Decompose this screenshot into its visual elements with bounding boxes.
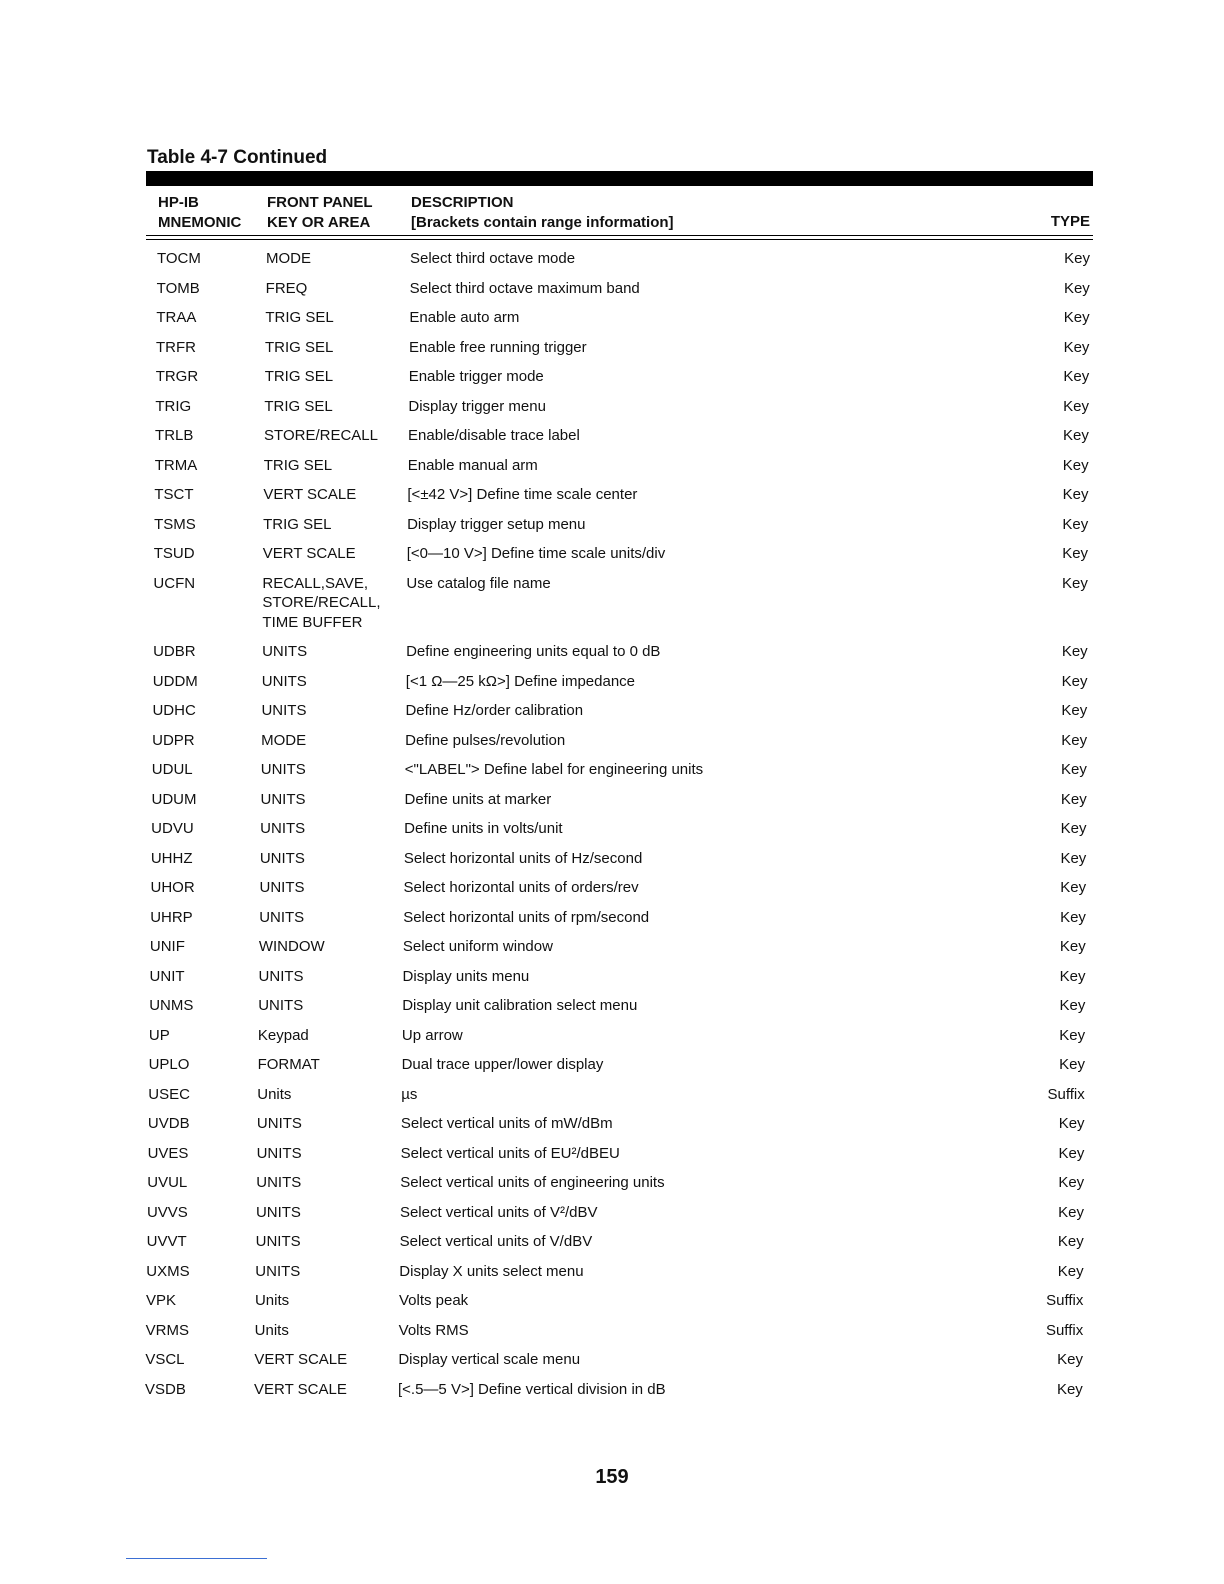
row-panel-line: UNITS (256, 1174, 302, 1191)
row-mnemonic: UDUL (151, 761, 193, 778)
row-description: [<±42 V>] Define time scale center (407, 486, 638, 503)
row-panel (266, 249, 311, 269)
row-mnemonic: TSMS (154, 515, 196, 533)
row-panel-line: MODE (266, 250, 311, 267)
row-type: Key (1058, 1174, 1085, 1191)
row-type: Key (1060, 790, 1087, 808)
row-mnemonic: VRMS (145, 1321, 189, 1339)
row-panel-line: Keypad (257, 1026, 309, 1044)
row-description: Select third octave mode (410, 250, 576, 267)
row-type: Key (1059, 997, 1086, 1014)
row-panel (258, 996, 303, 1016)
row-type: Key (1060, 879, 1087, 896)
row-panel (254, 1380, 347, 1400)
row-panel-line: FORMAT (257, 1056, 320, 1073)
row-type: Key (1063, 309, 1090, 326)
row-panel-line: RECALL,SAVE, (262, 574, 369, 592)
row-description: Dual trace upper/lower display (401, 1056, 604, 1073)
header-panel-line2: KEY OR AREA (267, 214, 371, 231)
row-type: Key (1063, 397, 1090, 415)
row-mnemonic: UHHZ (150, 849, 193, 867)
row-panel (261, 701, 306, 721)
row-panel (257, 1085, 291, 1105)
row-mnemonic: UVUL (147, 1174, 188, 1191)
row-mnemonic: UXMS (146, 1262, 190, 1280)
row-description: [<.5—5 V>] Define vertical division in dB (398, 1380, 666, 1398)
row-panel-line: UNITS (260, 761, 306, 778)
row-panel (265, 308, 333, 328)
row-panel (255, 1291, 289, 1311)
row-panel-line: UNITS (260, 790, 306, 808)
row-description: Select horizontal units of rpm/second (403, 908, 650, 926)
row-type: Key (1056, 1380, 1083, 1398)
row-panel (261, 731, 306, 751)
row-mnemonic: VSCL (145, 1351, 185, 1368)
row-panel-line: UNITS (255, 1203, 301, 1221)
row-mnemonic: TRFR (156, 338, 197, 356)
row-type: Key (1059, 967, 1086, 985)
row-panel (256, 1232, 301, 1252)
row-mnemonic: UHRP (150, 908, 193, 926)
row-description: Define units in volts/unit (404, 820, 563, 837)
row-description: Select vertical units of V²/dBV (399, 1203, 598, 1221)
row-mnemonic: UNIF (149, 938, 185, 955)
row-panel-line: VERT SCALE (254, 1380, 347, 1398)
row-type: Key (1063, 368, 1090, 385)
row-mnemonic: UDBR (153, 643, 196, 660)
header-rule-top (146, 235, 1093, 236)
row-description: Select third octave maximum band (409, 279, 640, 297)
row-panel (256, 1173, 301, 1193)
header-mnemonic-line1: HP-IB (158, 194, 199, 211)
row-type: Key (1064, 250, 1090, 267)
row-mnemonic: TRMA (154, 456, 198, 474)
row-type: Key (1057, 1233, 1084, 1250)
row-type: Suffix (1047, 1085, 1085, 1103)
row-panel (257, 1114, 302, 1134)
row-mnemonic: UDPR (152, 731, 195, 749)
row-description: Display X units select menu (399, 1262, 584, 1280)
row-panel-line: UNITS (258, 967, 304, 985)
row-panel (262, 574, 380, 633)
row-type: Key (1062, 456, 1089, 474)
row-panel (255, 1262, 300, 1282)
row-panel (265, 367, 333, 387)
row-description: Enable trigger mode (408, 368, 544, 385)
row-panel-line: UNITS (259, 879, 305, 896)
row-description: Enable manual arm (407, 456, 538, 474)
row-panel (262, 672, 307, 692)
row-description: Up arrow (401, 1026, 463, 1044)
row-mnemonic: UDUM (151, 790, 197, 808)
row-description: Select uniform window (402, 938, 553, 955)
row-description: [<1 Ω—25 kΩ>] Define impedance (405, 672, 635, 690)
row-description: Volts RMS (398, 1321, 469, 1339)
row-description: Enable free running trigger (409, 338, 587, 356)
row-panel-line: TIME BUFFER (262, 613, 363, 631)
row-mnemonic: UVES (147, 1144, 189, 1162)
row-panel-line: TRIG SEL (265, 338, 334, 356)
row-panel-line: UNITS (255, 1262, 301, 1280)
header-mnemonic (158, 193, 241, 233)
row-mnemonic: VPK (145, 1292, 176, 1309)
row-description: Define Hz/order calibration (405, 702, 584, 719)
row-description: Define engineering units equal to 0 dB (406, 643, 661, 660)
row-panel (263, 544, 356, 564)
row-type: Key (1062, 545, 1089, 562)
row-description: [<0—10 V>] Define time scale units/div (406, 545, 666, 562)
row-panel-line: FREQ (265, 279, 308, 297)
row-mnemonic: UVDB (147, 1115, 190, 1132)
row-mnemonic: UHOR (150, 879, 195, 896)
row-type: Key (1061, 731, 1088, 749)
row-panel (259, 967, 304, 987)
row-panel (262, 642, 307, 662)
row-panel-line: UNITS (259, 849, 305, 867)
row-panel-line: TRIG SEL (263, 515, 332, 533)
row-panel-line: TRIG SEL (265, 309, 334, 326)
row-panel (260, 849, 305, 869)
row-type: Key (1060, 849, 1087, 867)
row-panel (254, 1350, 347, 1370)
row-description: Use catalog file name (406, 574, 551, 592)
row-mnemonic: TRGR (155, 368, 199, 385)
row-description: Select horizontal units of Hz/second (403, 849, 643, 867)
row-mnemonic: UNIT (149, 967, 185, 985)
header-panel-line1: FRONT PANEL (267, 194, 373, 211)
row-type: Key (1058, 1115, 1085, 1132)
row-description: Define units at marker (404, 790, 552, 808)
row-mnemonic: VSDB (145, 1380, 186, 1398)
header-desc-line1: DESCRIPTION (411, 194, 514, 211)
row-panel-line: UNITS (260, 820, 306, 837)
row-type: Key (1062, 515, 1089, 533)
row-description: Enable/disable trace label (408, 427, 580, 444)
row-type: Key (1057, 1262, 1084, 1280)
row-type: Suffix (1046, 1292, 1084, 1309)
row-type: Key (1061, 672, 1088, 690)
row-type: Key (1063, 279, 1090, 297)
row-type: Key (1059, 1026, 1086, 1044)
row-panel (260, 790, 305, 810)
row-type: Key (1058, 1203, 1084, 1221)
row-description: Select vertical units of engineering units (400, 1174, 665, 1191)
row-description: Select vertical units of EU²/dBEU (400, 1144, 620, 1162)
row-mnemonic: TRIG (155, 397, 192, 415)
row-description: Display trigger menu (408, 397, 546, 415)
page-number: 159 (595, 1466, 629, 1488)
row-type: Key (1057, 1351, 1083, 1368)
row-mnemonic: TSCT (154, 486, 194, 503)
row-panel-line: UNITS (261, 672, 307, 690)
row-mnemonic: USEC (148, 1085, 190, 1103)
table-title: Table 4-7 Continued (147, 147, 328, 168)
row-mnemonic: UVVT (146, 1233, 187, 1250)
row-panel-line: Units (257, 1085, 292, 1103)
header-type: TYPE (1050, 213, 1090, 230)
row-panel-line: UNITS (255, 1233, 301, 1250)
row-panel-line: UNITS (256, 1144, 302, 1162)
row-panel-line: WINDOW (258, 938, 325, 955)
row-mnemonic: TRAA (156, 309, 197, 326)
title-rule (146, 171, 1093, 186)
row-panel-line: MODE (261, 731, 307, 749)
row-panel-line: STORE/RECALL (264, 427, 378, 444)
row-type: Key (1060, 820, 1087, 837)
row-panel (266, 279, 308, 299)
row-panel (264, 426, 378, 446)
row-panel (265, 338, 333, 358)
row-panel-line: VERT SCALE (254, 1351, 348, 1368)
row-panel (259, 908, 304, 928)
row-mnemonic: UDDM (152, 672, 198, 690)
row-panel (258, 1055, 320, 1075)
row-mnemonic: UDVU (151, 820, 194, 837)
row-panel-line: VERT SCALE (262, 545, 356, 562)
row-description: Display unit calibration select menu (402, 997, 638, 1014)
row-panel-line: UNITS (258, 997, 304, 1014)
row-panel (258, 1026, 309, 1046)
row-description: Select horizontal units of orders/rev (403, 879, 639, 896)
row-type: Key (1058, 1144, 1085, 1162)
row-description: Select vertical units of mW/dBm (400, 1115, 613, 1132)
row-panel-line: TRIG SEL (263, 456, 333, 474)
row-mnemonic: TOMB (156, 279, 200, 297)
row-mnemonic: UPLO (148, 1056, 190, 1073)
row-type: Key (1059, 1056, 1085, 1073)
row-panel (263, 485, 356, 505)
row-description: Volts peak (398, 1292, 469, 1309)
row-mnemonic: UCFN (153, 574, 196, 592)
header-desc-line2: [Brackets contain range information] (411, 214, 674, 231)
row-type: Key (1061, 761, 1087, 778)
row-type: Key (1061, 643, 1088, 660)
row-panel (263, 515, 331, 535)
row-panel (264, 456, 332, 476)
row-description: µs (401, 1085, 418, 1103)
row-panel (260, 819, 305, 839)
row-description: Display units menu (402, 967, 530, 985)
row-panel-line: VERT SCALE (263, 486, 357, 503)
row-description: Define pulses/revolution (405, 731, 566, 749)
row-description: Display vertical scale menu (398, 1351, 581, 1368)
row-mnemonic: TOCM (157, 250, 201, 267)
row-panel-line: TRIG SEL (264, 397, 333, 415)
header-mnemonic-line2: MNEMONIC (158, 214, 242, 231)
row-panel (259, 937, 325, 957)
row-description: <"LABEL"> Define label for engineering units (404, 761, 704, 778)
row-panel-line: Units (254, 1292, 290, 1309)
row-panel-line: UNITS (259, 908, 305, 926)
row-type: Key (1059, 938, 1086, 955)
row-mnemonic: UDHC (152, 702, 196, 719)
row-panel-line: Units (254, 1321, 289, 1339)
row-panel-line: UNITS (261, 702, 307, 719)
row-panel (255, 1321, 289, 1341)
row-panel (257, 1144, 302, 1164)
row-type: Key (1062, 427, 1089, 444)
row-panel-line: TRIG SEL (264, 368, 334, 385)
row-panel-line: UNITS (256, 1115, 302, 1132)
row-type: Key (1063, 338, 1090, 356)
header-description (411, 193, 674, 233)
row-description: Select vertical units of V/dBV (399, 1233, 593, 1250)
row-panel-line: STORE/RECALL, (262, 594, 381, 611)
row-type: Key (1062, 486, 1089, 503)
row-type: Suffix (1045, 1321, 1084, 1339)
row-type: Key (1060, 908, 1086, 926)
row-panel (261, 760, 306, 780)
row-panel (264, 397, 332, 417)
row-panel (256, 1203, 301, 1223)
row-mnemonic: UP (148, 1026, 170, 1044)
row-mnemonic: TRLB (155, 427, 194, 444)
header-panel (267, 193, 373, 233)
row-panel-line: UNITS (262, 643, 308, 660)
row-type: Key (1062, 574, 1088, 592)
row-type: Key (1061, 702, 1088, 719)
row-description: Enable auto arm (409, 309, 520, 326)
footer-line (126, 1558, 267, 1559)
row-panel (260, 878, 305, 898)
row-mnemonic: UVVS (146, 1203, 188, 1221)
row-description: Display trigger setup menu (407, 515, 586, 533)
row-mnemonic: UNMS (149, 997, 194, 1014)
row-mnemonic: TSUD (153, 545, 195, 562)
header-rule-bottom (146, 239, 1093, 240)
